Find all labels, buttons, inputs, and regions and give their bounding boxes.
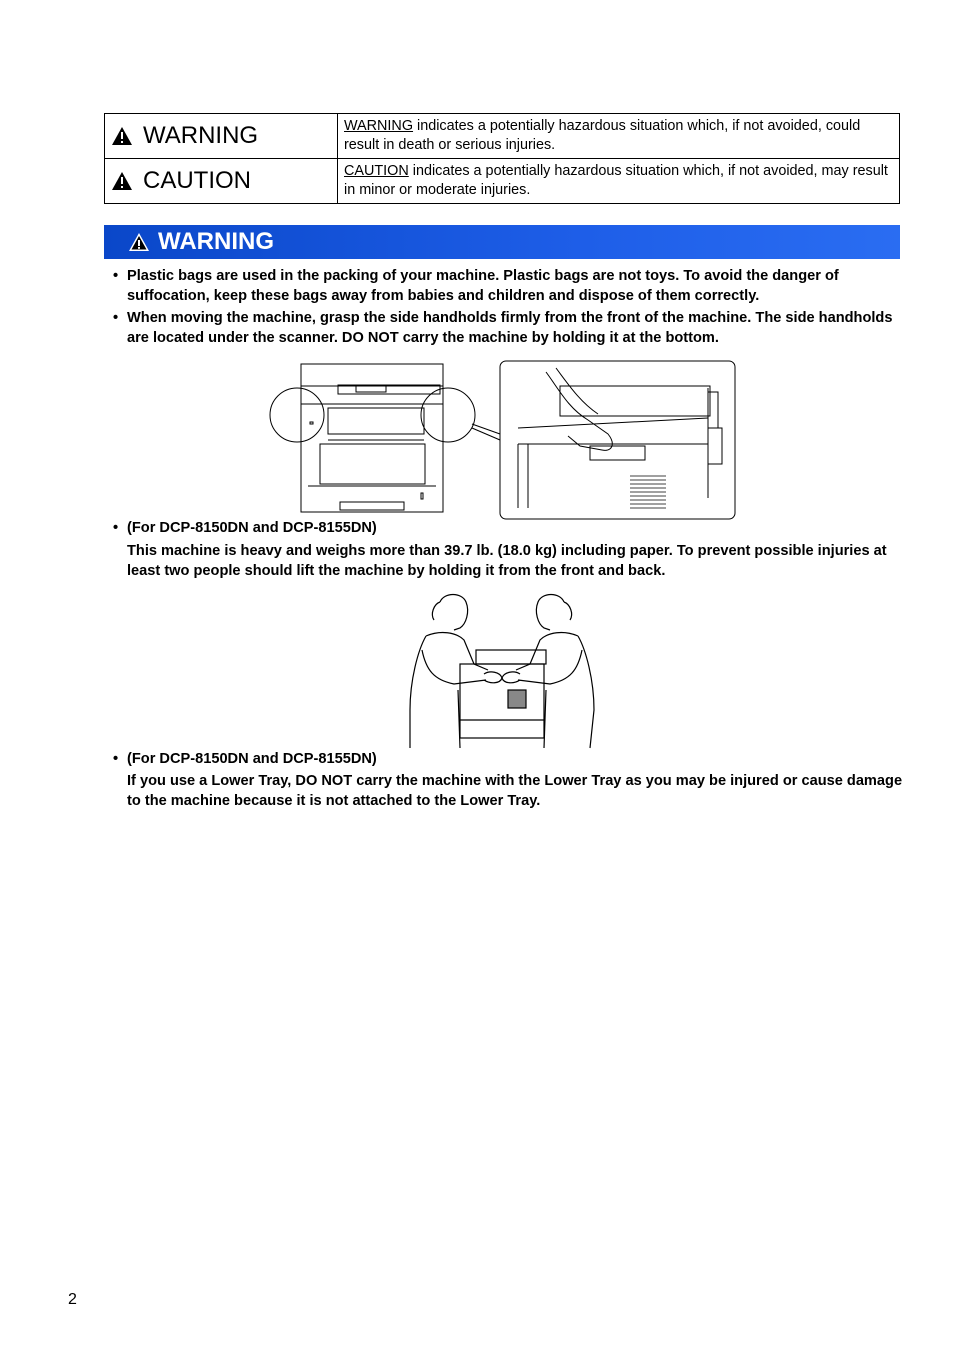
bullet-dot: • (113, 310, 119, 326)
banner-title: WARNING (158, 228, 274, 255)
bullet-text: (For DCP-8150DN and DCP-8155DN) (127, 751, 377, 767)
legend-symbol-caution: CAUTION (143, 167, 251, 194)
legend-row-warning (105, 114, 900, 159)
legend-description-warning (338, 114, 900, 159)
weight-warning-text: This machine is heavy and weighs more than 39.7 lb. (18.0 kg) including paper. To prevent possible injuries at least two people should lift the machine by holding it from the front and back. (127, 543, 887, 579)
legend-symbol-cell (105, 159, 338, 204)
bullet-text: When moving the machine, grasp the side handholds firmly from the front of the machine. The side handholds are located under the scanner. DO NOT carry the machine by holding it at the bottom. (127, 310, 893, 346)
legend-description-caution (338, 159, 900, 204)
warning-triangle-icon (128, 232, 150, 252)
hazard-legend-table (104, 113, 900, 204)
bullet-plastic-bags (113, 267, 903, 306)
caution-triangle-icon (111, 171, 133, 191)
warning-triangle-icon (111, 126, 133, 146)
bullet-text: (For DCP-8150DN and DCP-8155DN) (127, 520, 377, 536)
legend-row-caution (105, 159, 900, 204)
bullet-dot: • (113, 520, 119, 536)
bullet-weight-heading (113, 519, 903, 539)
bullet-text: Plastic bags are used in the packing of your machine. Plastic bags are not toys. To avoid the danger of suffocation, keep these bags away from babies and children and dispose of them correctly. (127, 268, 839, 304)
two-person-lift-illustration (404, 590, 600, 752)
page-number: 2 (68, 1291, 77, 1308)
legend-text: indicates a potentially hazardous situation which, if not avoided, may result in minor or moderate injuries. (344, 162, 888, 198)
legend-term: WARNING (344, 117, 414, 134)
handhold-illustration (268, 358, 738, 522)
legend-text: indicates a potentially hazardous situation which, if not avoided, could result in death or serious injuries. (344, 117, 861, 153)
warning-banner (104, 225, 900, 259)
bullet-dot: • (113, 268, 119, 284)
legend-term: CAUTION (344, 162, 409, 179)
legend-symbol-cell (105, 114, 338, 159)
bullet-dot: • (113, 751, 119, 767)
bullet-lower-tray-heading (113, 750, 903, 770)
legend-symbol-warning: WARNING (143, 122, 259, 149)
lower-tray-warning-text: If you use a Lower Tray, DO NOT carry the machine with the Lower Tray as you may be injured or cause damage to the machine because it is not attached to the Lower Tray. (127, 773, 903, 809)
bullet-moving-machine (113, 309, 903, 348)
